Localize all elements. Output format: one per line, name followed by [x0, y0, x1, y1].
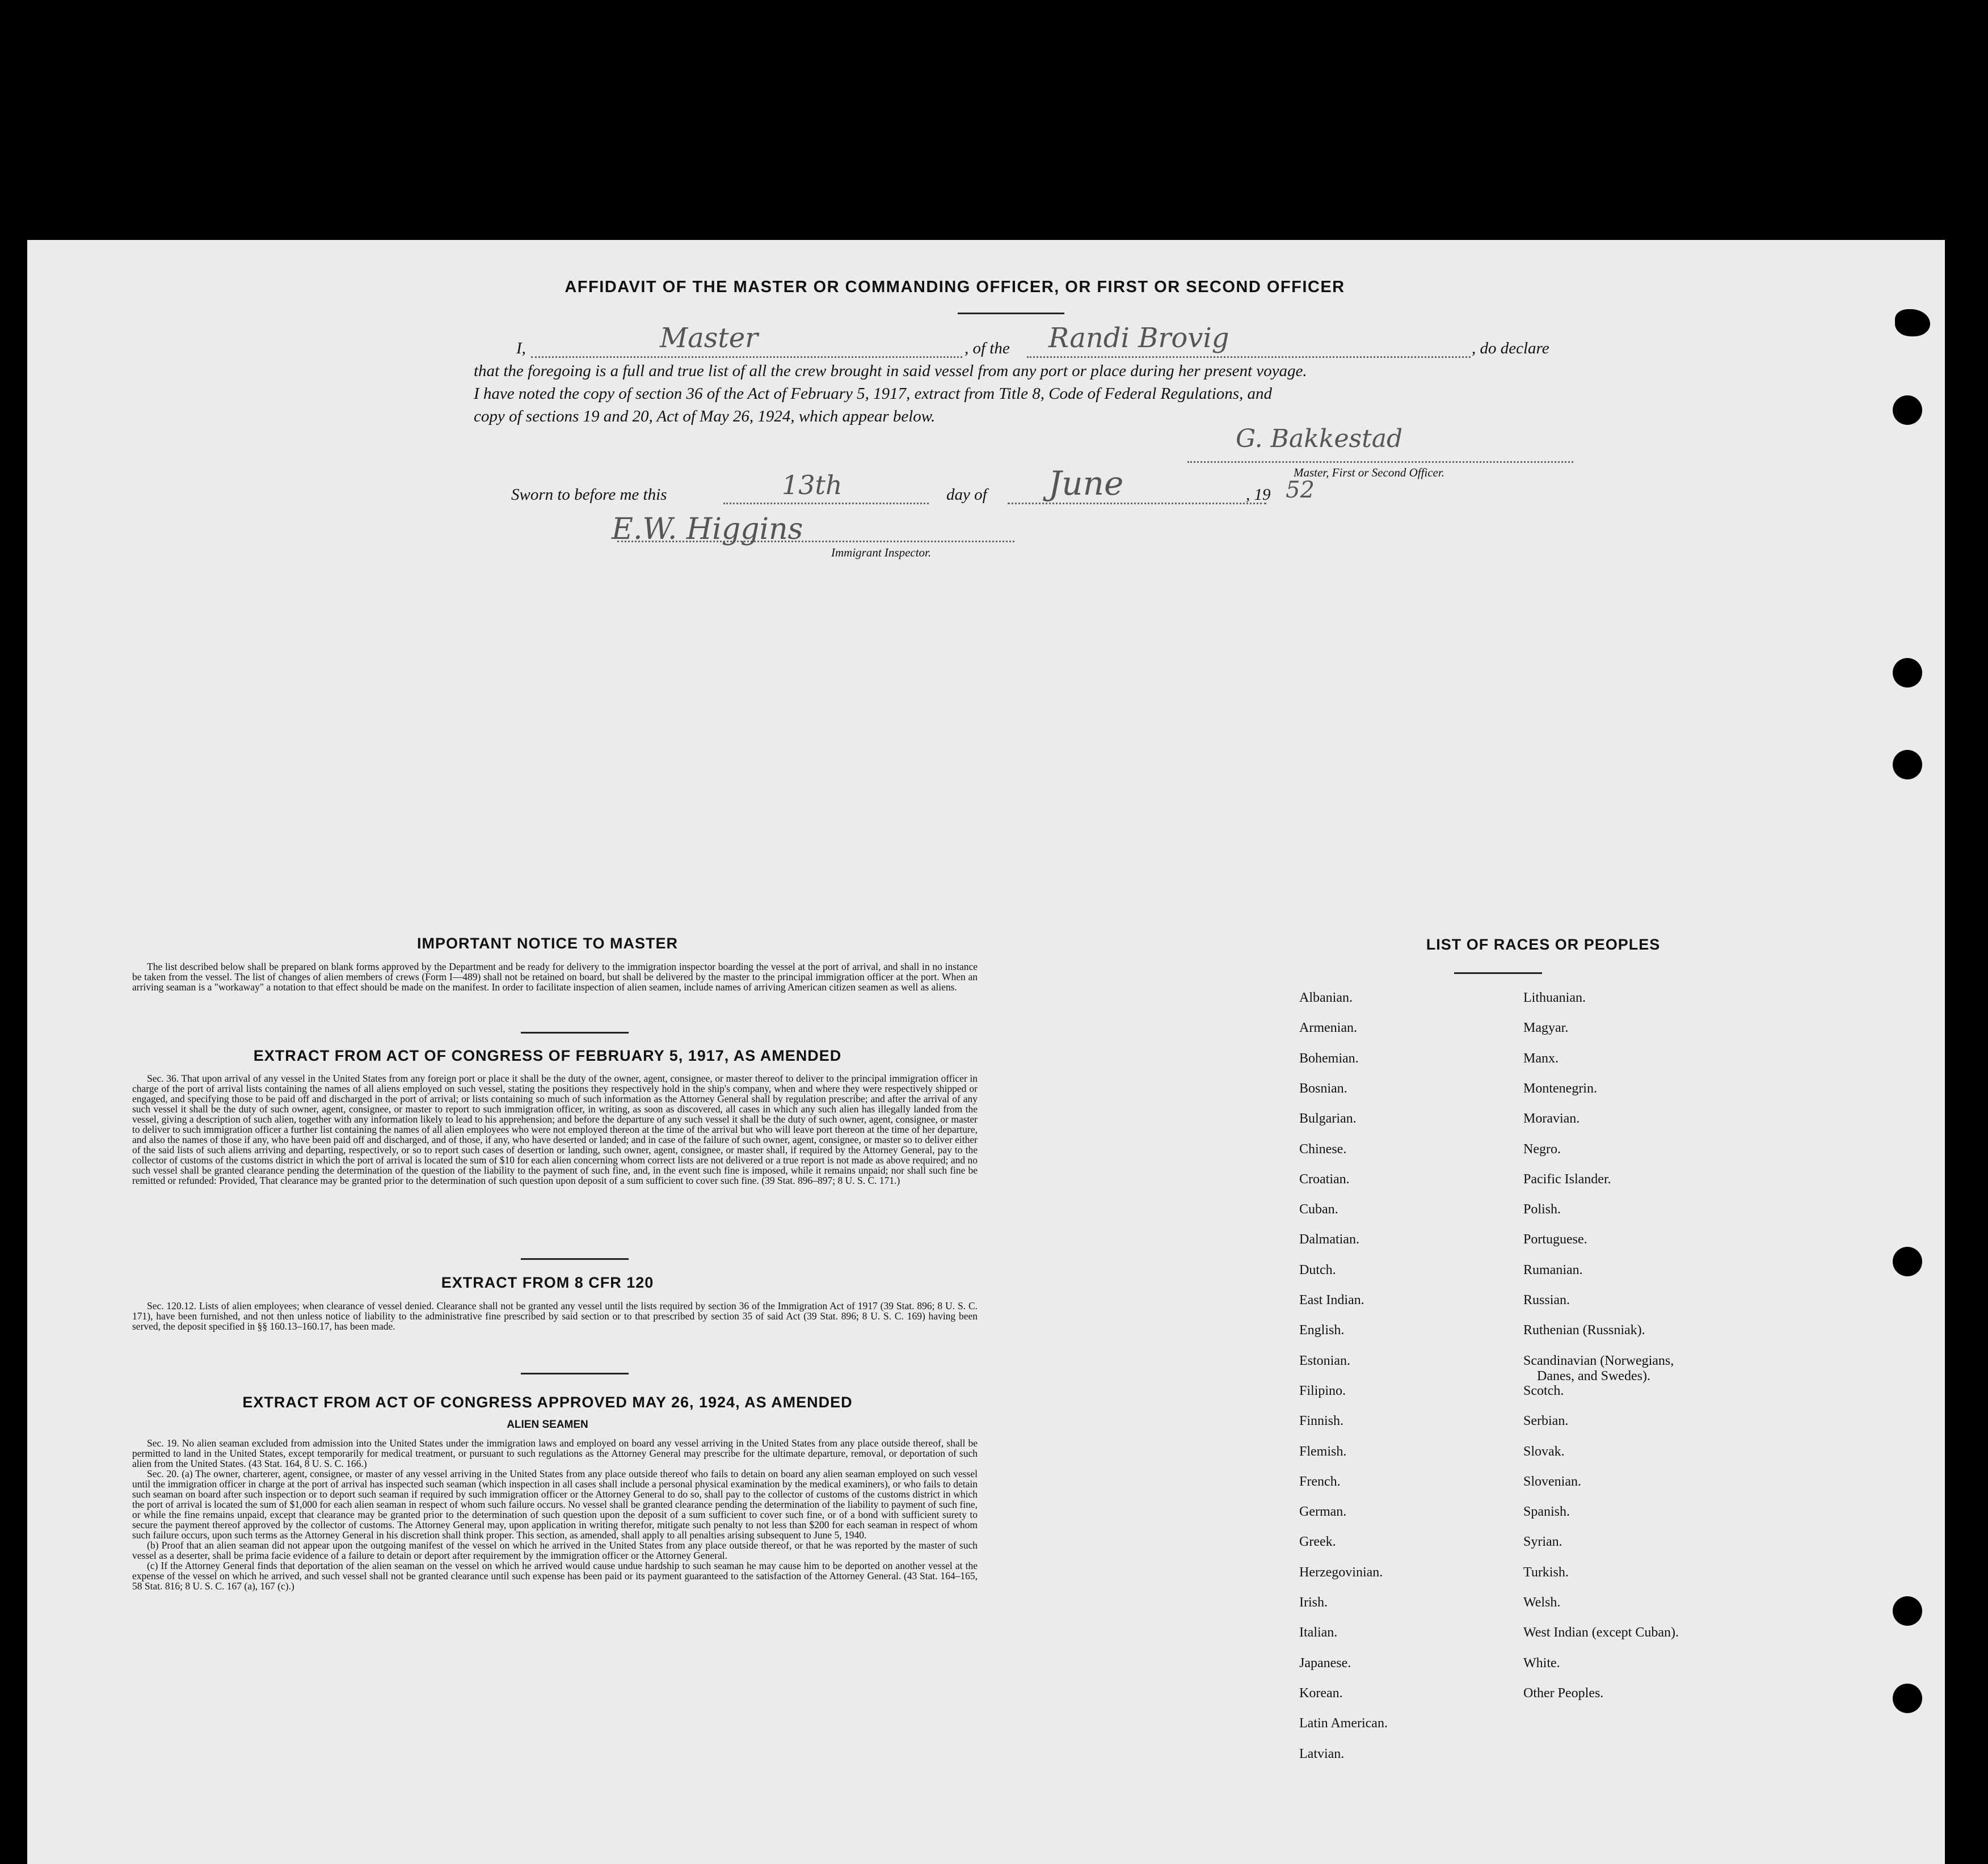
race-item: Lithuanian. [1523, 990, 1586, 1005]
binder-hole [1893, 1247, 1922, 1276]
affidavit-title: AFFIDAVIT OF THE MASTER OR COMMANDING OFFICER, OR FIRST OR SECOND OFFICER [565, 278, 1345, 296]
race-item: Montenegrin. [1523, 1081, 1597, 1096]
races-rule [1454, 972, 1542, 974]
section-20c-paragraph: (c) If the Attorney General finds that deportation of the alien seaman on the vessel on which he arrived would cause undue hardship to such seaman he may cause him to be deported on another vessel at the expense of the vessel on which he arrived, and such vessel shall not be granted clearance until such expense has been paid or its payment guaranteed to the satisfaction of the Attorney General. (43 Stat. 164–165, 58 Stat. 816; 8 U. S. C. 167 (a), 167 (c).) [132, 1560, 978, 1592]
race-item: Estonian. [1299, 1353, 1350, 1368]
race-item: Slovenian. [1523, 1474, 1581, 1489]
extract-cfr-title: EXTRACT FROM 8 CFR 120 [441, 1274, 654, 1291]
race-item: Scotch. [1523, 1384, 1564, 1398]
race-item: German. [1299, 1504, 1347, 1519]
sworn-year-handwriting: 52 [1286, 477, 1315, 503]
master-signature: G. Bakkestad [1236, 424, 1403, 453]
race-item: Filipino. [1299, 1384, 1346, 1398]
binder-hole [1893, 658, 1922, 688]
binder-hole [1893, 1596, 1922, 1626]
extract-1917-rule [521, 1258, 629, 1260]
section-20b-paragraph: (b) Proof that an alien seaman did not appear upon the outgoing manifest of the vessel on which he arrived in the United States from any place outside thereof, or that he was reported by the master of such vessel as a deserter, shall be prima facie evidence of a failure to detain or deport after requirement by the immigration officer or the Attorney General. [132, 1540, 978, 1561]
notice-paragraph: The list described below shall be prepared on blank forms approved by the Department and be ready for delivery to the immigration inspector boarding the vessel at the port of arrival, and shall in no instance be taken from the vessel. The list of changes of alien members of crews (Form I—489) shall not be retained on board, but shall be delivered by the master to the principal immigration officer at the port. When an arriving seaman is a "workaway" a notation to that effect should be made on the manifest. In order to facilitate inspection of alien seamen, include names of arriving American citizen seamen as well as aliens. [132, 961, 978, 993]
race-item: Negro. [1523, 1142, 1561, 1157]
race-item: English. [1299, 1323, 1345, 1338]
declarant-prefix: I, [516, 339, 526, 357]
extract-1924-title: EXTRACT FROM ACT OF CONGRESS APPROVED MAY 26, 1924, AS AMENDED [242, 1394, 853, 1411]
race-item: Japanese. [1299, 1656, 1351, 1671]
section-19-paragraph: Sec. 19. No alien seaman excluded from admission into the United States under the immigration laws and employed on board any vessel arriving in the United States from any place outside thereof, shall be permitted to land in the United States, except temporarily for medical treatment, or pursuant to such regulations as the Attorney General may prescribe for the ultimate departure, removal, or deportation of such alien from the United States. (43 Stat. 164, 8 U. S. C. 166.) [132, 1437, 978, 1469]
race-item: Syrian. [1523, 1534, 1562, 1549]
extract-1924-body [132, 1438, 978, 1591]
race-item: Bohemian. [1299, 1051, 1359, 1066]
race-item: Italian. [1299, 1625, 1338, 1640]
race-item: Dalmatian. [1299, 1232, 1359, 1247]
race-item: Ruthenian (Russniak). [1523, 1323, 1645, 1338]
race-item: Slovak. [1523, 1444, 1565, 1459]
race-item: Bosnian. [1299, 1081, 1347, 1096]
do-declare-label: , do declare [1472, 339, 1549, 357]
race-item: Turkish. [1523, 1565, 1569, 1580]
binder-hole [1895, 309, 1930, 336]
title-rule [958, 313, 1064, 314]
race-item: Portuguese. [1523, 1232, 1587, 1247]
section-20a-paragraph: Sec. 20. (a) The owner, charterer, agent, consignee, or master of any vessel arriving in the United States from any place outside thereof who fails to detain on board any alien seaman employed on such vessel until the immigration officer in charge at the port of arrival has inspected such seaman (which inspection in all cases shall include a personal physical examination by the medical examiners), or who fails to detain such seaman on board after such inspection or to deport such seaman if required by such immigration officer or the Attorney General to do so, shall pay to the collector of customs of the customs district in which the port of arrival is located the sum of $1,000 for each alien seaman in respect of whom such failure occurs. No vessel shall be granted clearance pending the determination of the liability to payment of such fine, or while the fine remains unpaid, except that clearance may be granted prior to the determination of such question upon the deposit of a sum sufficient to cover such fine, or of a bond with sufficient surety to secure the payment thereof approved by the collector of customs. The Attorney General may, upon application in writing therefor, mitigate such penalty to not less than $200 for each seaman in respect of whom such failure occurs, upon such terms as the Attorney General in his discretion shall think proper. This section, as amended, shall apply to all penalties arising subsequent to June 5, 1940. [132, 1468, 978, 1541]
sworn-month-handwriting: June [1048, 464, 1124, 503]
race-item: Other Peoples. [1523, 1686, 1604, 1701]
race-item: Chinese. [1299, 1142, 1347, 1157]
section-120-12-paragraph: Sec. 120.12. Lists of alien employees; when clearance of vessel denied. Clearance shall not be granted any vessel until the lists required by section 36 of the Immigration Act of 1917 (39 Stat. 896; 8 U. S. C. 171), have been furnished, and not then unless notice of liability to the administrative fine prescribed by said section or to that prescribed by section 35 of said Act (39 Stat. 896; 8 U. S. C. 169) having been served, the deposit specified in §§ 160.13–160.17, has been made. [132, 1300, 978, 1332]
race-item: Danes, and Swedes). [1537, 1369, 1650, 1384]
race-item: Dutch. [1299, 1263, 1336, 1277]
race-item: West Indian (except Cuban). [1523, 1625, 1679, 1640]
race-item: Latvian. [1299, 1747, 1345, 1761]
sworn-month-line [1008, 503, 1266, 504]
race-item: French. [1299, 1474, 1341, 1489]
race-item: Spanish. [1523, 1504, 1570, 1519]
inspector-label: Immigrant Inspector. [831, 546, 932, 559]
section-36-paragraph: Sec. 36. That upon arrival of any vessel in the United States from any foreign port or place it shall be the duty of the owner, agent, consignee, or master thereof to deliver to the principal immigration officer in charge of the port of arrival lists containing the names of all aliens employed on such vessel, stating the positions they respectively hold in the ship's company, when and where they were respectively shipped or engaged, and specifying those to be paid off and discharged in the port of arrival; or lists containing so much of such information as the Attorney General shall by regulation prescribe; and after the arrival of any such vessel it shall be the duty of such owner, agent, consignee, or master to report to such immigration officer, in writing, as soon as discovered, all cases in which any such alien has illegally landed from the vessel, giving a description of such alien, together with any information likely to lead to his apprehension; and before the departure of any such vessel it shall be the duty of such owner, agent, consignee, or master to deliver to such immigration officer a further list containing the names of all alien employees who were not employed thereon at the time of the arrival but who will leave port thereon at the time of her departure, and also the names of those if any, who have been paid off and discharged, and of those, if any, who have deserted or landed; and in case of the failure of such owner, agent, consignee, or master so to deliver either of the said lists of such aliens arriving and departing, respectively, or so to report such cases of desertion or landing, such owner, agent, consignee, or master shall, if required by the Attorney General, pay to the collector of customs of the customs district in which the port of arrival is located the sum of $10 for each alien concerning whom correct lists are not delivered or a true report is not made as above required; and no such vessel shall be granted clearance pending the determination of the question of the liability to the payment of such fine, and, in the event such fine is imposed, while it remains unpaid; nor shall such fine be remitted or refunded: Provided, That clearance may be granted prior to the determination of such question upon deposit of a sum sufficient to cover such fine. (39 Stat. 896–897; 8 U. S. C. 171.) [132, 1073, 978, 1186]
notice-rule [521, 1032, 629, 1034]
binder-hole [1893, 1684, 1922, 1713]
inspector-signature: E.W. Higgins [612, 512, 803, 546]
notice-body [132, 961, 978, 992]
race-item: Croatian. [1299, 1172, 1350, 1187]
vessel-name-handwriting: Randi Brovig [1048, 322, 1229, 354]
race-item: Bulgarian. [1299, 1111, 1357, 1126]
declaration-line-4: copy of sections 19 and 20, Act of May 26, 1924, which appear below. [474, 407, 936, 425]
vessel-name-line [1027, 356, 1471, 358]
race-item: Scandinavian (Norwegians, [1523, 1353, 1674, 1368]
binder-hole [1893, 395, 1922, 425]
race-item: Magyar. [1523, 1020, 1569, 1035]
race-item: White. [1523, 1656, 1560, 1671]
race-item: Rumanian. [1523, 1263, 1583, 1277]
form-page [27, 240, 1945, 1864]
binder-hole [1893, 750, 1922, 779]
of-the-label: , of the [964, 339, 1010, 357]
declaration-line-2: that the foregoing is a full and true list of all the crew brought in said vessel from any port or place during her present voyage. [474, 362, 1307, 380]
races-title: LIST OF RACES OR PEOPLES [1426, 936, 1661, 953]
race-item: Albanian. [1299, 990, 1353, 1005]
race-item: Finnish. [1299, 1414, 1344, 1428]
master-signature-line [1187, 461, 1573, 463]
race-item: Armenian. [1299, 1020, 1357, 1035]
year-prefix: , 19 [1246, 486, 1271, 504]
race-item: Greek. [1299, 1534, 1336, 1549]
race-item: Irish. [1299, 1595, 1328, 1610]
race-item: Cuban. [1299, 1202, 1338, 1217]
day-of-label: day of [946, 486, 987, 504]
race-item: Moravian. [1523, 1111, 1580, 1126]
extract-1917-body [132, 1073, 978, 1186]
extract-1917-title: EXTRACT FROM ACT OF CONGRESS OF FEBRUARY 5, 1917, AS AMENDED [253, 1047, 842, 1064]
master-signature-label: Master, First or Second Officer. [1294, 466, 1444, 479]
race-item: Herzegovinian. [1299, 1565, 1383, 1580]
master-name-line [531, 356, 962, 358]
sworn-prefix: Sworn to before me this [511, 486, 667, 504]
race-item: Russian. [1523, 1293, 1570, 1308]
notice-title: IMPORTANT NOTICE TO MASTER [417, 935, 678, 952]
race-item: East Indian. [1299, 1293, 1364, 1308]
master-name-handwriting: Master [660, 322, 759, 354]
alien-seamen-subtitle: ALIEN SEAMEN [507, 1419, 588, 1431]
race-item: Flemish. [1299, 1444, 1347, 1459]
race-item: Serbian. [1523, 1414, 1569, 1428]
race-item: Polish. [1523, 1202, 1561, 1217]
sworn-day-handwriting: 13th [782, 470, 843, 500]
extract-cfr-rule [521, 1373, 629, 1374]
race-item: Welsh. [1523, 1595, 1561, 1610]
race-item: Manx. [1523, 1051, 1559, 1066]
sworn-day-line [723, 503, 929, 504]
extract-cfr-body [132, 1301, 978, 1331]
race-item: Pacific Islander. [1523, 1172, 1611, 1187]
race-item: Latin American. [1299, 1716, 1388, 1731]
race-item: Korean. [1299, 1686, 1343, 1701]
declaration-line-3: I have noted the copy of section 36 of the Act of February 5, 1917, extract from Title 8, Code of Federal Regulations, and [474, 385, 1273, 403]
